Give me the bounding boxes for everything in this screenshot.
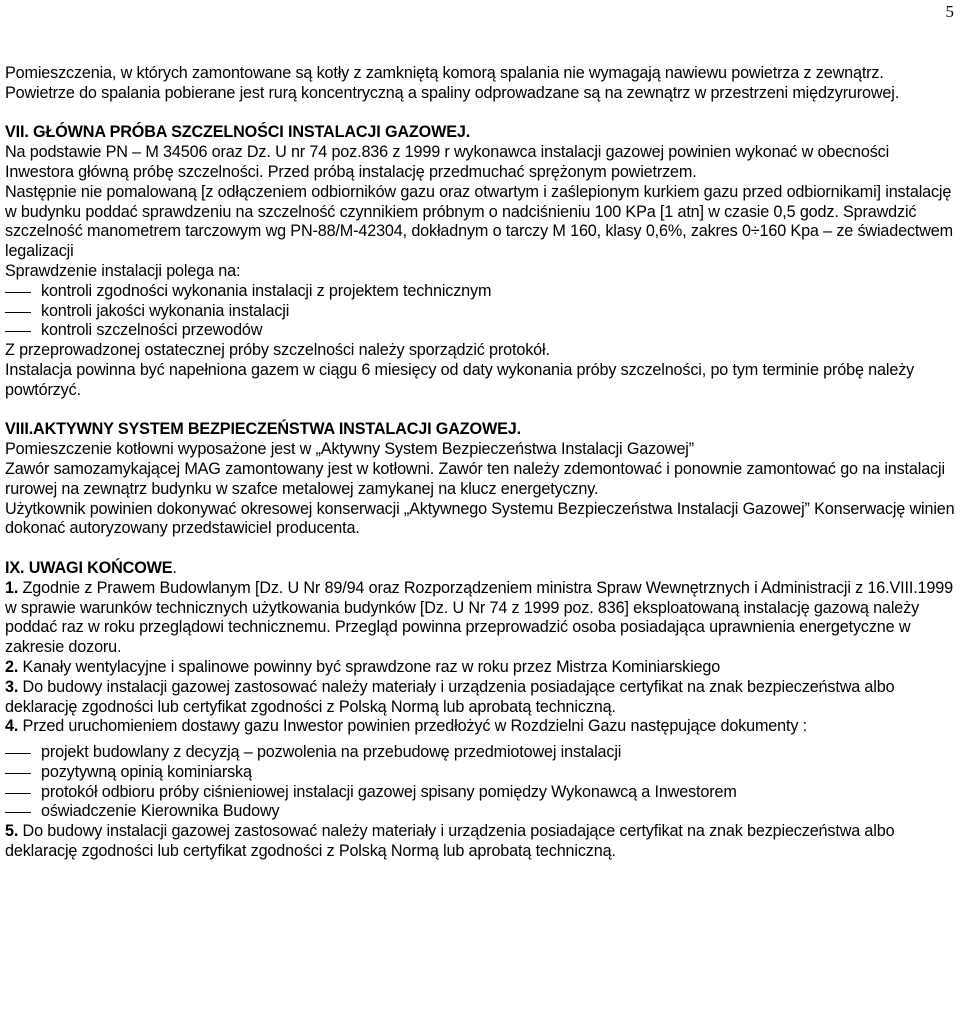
list-item: kontroli szczelności przewodów [5, 321, 955, 341]
section-8-paragraph: Zawór samozamykającej MAG zamontowany jest w kotłowni. Zawór ten należy zdemontować i ponownie zamontować go na instalacji rurowej na zewnątrz budynku w szafce metalowej zamykanej na klucz energetyczny. [5, 459, 945, 498]
documents-list [5, 743, 955, 822]
section-9-heading-line [5, 559, 955, 579]
intro-paragraph: Pomieszczenia, w których zamontowane są kotły z zamkniętą komorą spalania nie wymagają nawiewu powietrza z zewnątrz. Powietrze do spalania pobierane jest rurą koncentryczną a spaliny odprowadzane są na zewnątrz w przestrzeni międzyrurowej. [5, 64, 900, 102]
item-text: Zgodnie z Prawem Budowlanym [Dz. U Nr 89/94 oraz Rozporządzeniem ministra Spraw Wewnętrznych i Administracji z 16.VIII.1999 w sprawie warunków technicznych użytkowania budynków [Dz. U Nr 74 z 1999 poz. 836] eksploatowaną instalację gazową należy poddać raz w roku przeglądowi technicznemu. Przegląd powinna przeprowadzić osoba posiadająca uprawnienia energetyczne w zakresie dozoru. [5, 578, 953, 657]
item-number: 3. [5, 677, 19, 696]
item-number: 5. [5, 822, 19, 841]
numbered-item [5, 579, 955, 658]
section-9-heading: IX. UWAGI KOŃCOWE [5, 558, 173, 577]
item-number: 4. [5, 717, 19, 736]
section-8-paragraph: Użytkownik powinien dokonywać okresowej konserwacji „Aktywnego Systemu Bezpieczeństwa Instalacji Gazowej” Konserwację winien dokonać autoryzowany przedstawiciel producenta. [5, 499, 955, 538]
item-text: Do budowy instalacji gazowej zastosować należy materiały i urządzenia posiadające certyfikat na znak bezpieczeństwa albo deklarację zgodności lub certyfikat zgodności z Polską Normą lub aprobatą techniczną. [5, 822, 895, 861]
section-7-paragraph: Sprawdzenie instalacji polega na: [5, 261, 241, 280]
section-7-paragraph: Z przeprowadzonej ostatecznej próby szczelności należy sporządzić protokół. [5, 341, 550, 360]
numbered-item [5, 658, 955, 678]
list-item: projekt budowlany z decyzją – pozwolenia na przebudowę przedmiotowej instalacji [5, 743, 955, 763]
section-7-heading: VII. GŁÓWNA PRÓBA SZCZELNOŚCI INSTALACJI GAZOWEJ. [5, 123, 471, 142]
list-item: pozytywną opinią kominiarską [5, 763, 955, 783]
inspection-list [5, 282, 955, 341]
page-number: 5 [945, 2, 954, 21]
item-text: Kanały wentylacyjne i spalinowe powinny być sprawdzone raz w roku przez Mistrza Kominiarskiego [18, 657, 721, 676]
document-body [5, 64, 955, 862]
numbered-item [5, 678, 955, 718]
list-item: protokół odbioru próby ciśnieniowej instalacji gazowej spisany pomiędzy Wykonawcą a Inwestorem [5, 783, 955, 803]
section-7-paragraph: Instalacja powinna być napełniona gazem w ciągu 6 miesięcy od daty wykonania próby szczelności, po tym terminie próbę należy powtórzyć. [5, 360, 915, 399]
list-item: kontroli jakości wykonania instalacji [5, 302, 955, 322]
numbered-item [5, 822, 955, 862]
list-item: kontroli zgodności wykonania instalacji z projektem technicznym [5, 282, 955, 302]
spacer [5, 104, 955, 124]
item-text: Do budowy instalacji gazowej zastosować należy materiały i urządzenia posiadające certyfikat na znak bezpieczeństwa albo deklarację zgodności lub certyfikat zgodności z Polską Normą lub aprobatą techniczną. [5, 677, 895, 716]
item-number: 1. [5, 578, 19, 597]
section-7-paragraph: Następnie nie pomalowaną [z odłączeniem odbiorników gazu oraz otwartym i zaślepionym kurkiem gazu przed odbiornikami] instalację w budynku poddać sprawdzeniu na szczelność czynnikiem próbnym o nadciśnieniu 100 KPa [1 atn] w czasie 0,5 godz. Sprawdzić szczelność manometrem tarczowym wg PN-88/M-42304, dokładnym o tarczy M 160, klasy 0,6%, zakres 0÷160 Kpa – ze świadectwem legalizacji [5, 182, 953, 261]
numbered-item [5, 717, 955, 737]
heading-suffix: . [172, 558, 177, 577]
section-8-paragraph: Pomieszczenie kotłowni wyposażone jest w „Aktywny System Bezpieczeństwa Instalacji Gazowej” [5, 440, 694, 459]
section-8-heading: VIII.AKTYWNY SYSTEM BEZPIECZEŃSTWA INSTALACJI GAZOWEJ. [5, 420, 521, 439]
spacer [5, 539, 955, 559]
item-text: Przed uruchomieniem dostawy gazu Inwestor powinien przedłożyć w Rozdzielni Gazu następujące dokumenty : [18, 717, 807, 736]
item-number: 2. [5, 657, 19, 676]
list-item: oświadczenie Kierownika Budowy [5, 802, 955, 822]
spacer [5, 401, 955, 421]
section-7-paragraph: Na podstawie PN – M 34506 oraz Dz. U nr 74 poz.836 z 1999 r wykonawca instalacji gazowej powinien wykonać w obecności Inwestora główną próbę szczelności. Przed próbą instalację przedmuchać sprężonym powietrzem. [5, 143, 890, 181]
